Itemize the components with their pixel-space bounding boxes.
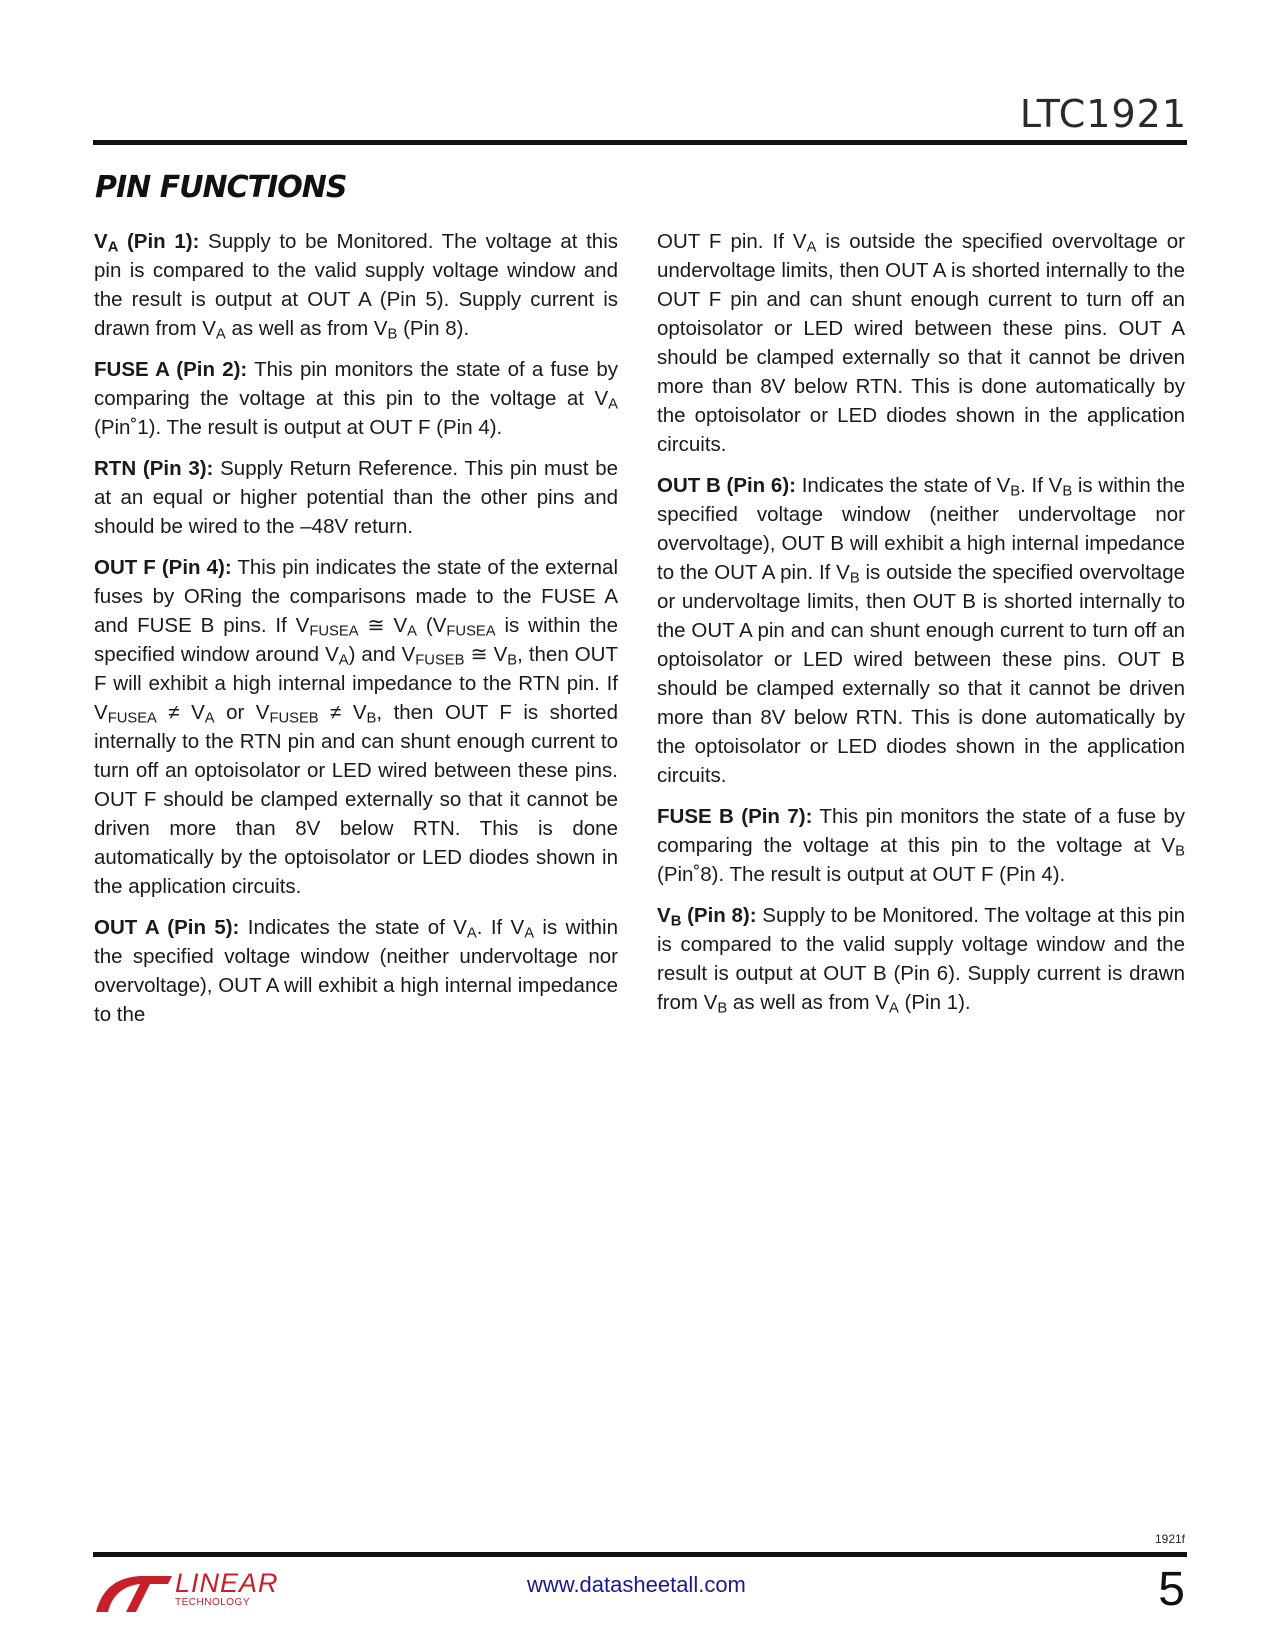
document-code: 1921f: [1154, 1532, 1185, 1546]
page-number: 5: [1158, 1563, 1185, 1616]
pin-fuse-a-description: FUSE A (Pin 2): This pin monitors the state of a fuse by comparing the voltage at this pin to the voltage at $V_A$ (Pin˚1). The result is output at OUT F (Pin 4).: [94, 358, 618, 439]
pin-va-description: $V_A$ (Pin 1): Supply to be Monitored. The voltage at this pin is compared to the valid supply voltage window and the result is output at OUT A (Pin 5). Supply current is drawn from $V_A$ as well as from $V_B$ (Pin 8).: [94, 230, 618, 343]
pin-fuse-b-description: FUSE B (Pin 7): This pin monitors the state of a fuse by comparing the voltage at this pin to the voltage at $V_B$ (Pin˚8). The result is output at OUT F (Pin 4).: [657, 805, 1186, 886]
pin-out-a-text-part: is within the specified voltage window (neither undervoltage nor overvoltage), OUT A will exhibit a high internal impedance to the: [94, 916, 618, 1026]
pin-out-b-description: OUT B (Pin 6): Indicates the state of $V_B$. If $V_B$ is within the specified voltage window (neither undervoltage nor overvoltage), OUT B will exhibit a high internal impedance to the OUT A pin. If $V_B$ is outside the specified overvoltage or undervoltage limits, then OUT B is shorted internally to the OUT A pin and can shunt enough current to turn off an optoisolator or LED wired between these pins. OUT B should be clamped externally so that it cannot be driven more than 8V below RTN. This is done automatically by the optoisolator or LED diodes shown in the application circuits.: [657, 474, 1186, 787]
pin-out-a-text-part: OUT F pin. If $V_A$ is outside the specified overvoltage or undervoltage limits, then OUT A is shorted internally to the OUT F pin and can shunt enough current to turn off an optoisolator or LED wired between these pins. OUT A should be clamped externally so that it cannot be driven more than 8V below RTN. This is done automatically by the optoisolator or LED diodes shown in the application circuits.: [657, 230, 1185, 456]
logo-wordmark: LINEAR: [175, 1568, 279, 1598]
left-column: [94, 227, 618, 1041]
pin-rtn-description: RTN (Pin 3): Supply Return Reference. This pin must be at an equal or higher potential than the other pins and should be wired to the –48V return.: [94, 457, 618, 538]
pin-rtn-term: RTN (Pin 3):: [94, 457, 214, 480]
pin-out-f-description: OUT F (Pin 4): This pin indicates the state of the external fuses by ORing the comparisons made to the FUSE A and FUSE B pins. If $V_{FUSEA}$ ≅ $V_A$ ($V_{FUSEA}$ is within the specified window around $V_A$) and $V_{FUSEB}$ ≅ $V_B$, then OUT F will exhibit a high internal impedance to the RTN pin. If $V_{FUSEA} \ne V_A$ or $V_{FUSEB} \ne V_B$, then OUT F is shorted internally to the RTN pin and can shunt enough current to turn off an optoisolator or LED wired between these pins. OUT F should be clamped externally so that it cannot be driven more than 8V below RTN. This is done automatically by the optoisolator or LED diodes shown in the application circuits.: [94, 556, 619, 898]
pin-out-a-continued: [657, 227, 1185, 459]
pin-vb-description: $V_B$ (Pin 8): Supply to be Monitored. The voltage at this pin is compared to the valid supply voltage window and the result is output at OUT B (Pin 6). Supply current is drawn from $V_B$ as well as from $V_A$ (Pin 1).: [657, 904, 1185, 1017]
right-column: [657, 227, 1185, 1029]
header-rule: [93, 140, 1187, 145]
footer-rule: [93, 1552, 1187, 1557]
pin-vb-term: $V_B$ (Pin 8):: [657, 904, 757, 930]
logo-subtext: TECHNOLOGY: [175, 1597, 251, 1608]
pin-out-b-term: OUT B (Pin 6):: [657, 474, 796, 497]
section-title: PIN FUNCTIONS: [95, 170, 347, 205]
pin-out-a-description: OUT A (Pin 5): Indicates the state of $V_A$. If $V_A$ is within the specified voltage window (neither undervoltage nor overvoltage), OUT A will exhibit a high internal impedance to the: [94, 916, 618, 1026]
pin-va-term: $V_A$ (Pin 1):: [94, 230, 200, 256]
pin-out-f-term: OUT F (Pin 4):: [94, 556, 232, 579]
pin-out-a-term: OUT A (Pin 5):: [94, 916, 240, 939]
part-number: LTC1921: [1019, 92, 1187, 136]
website-link[interactable]: www.datasheetall.com: [527, 1572, 746, 1597]
pin-fuse-b-term: FUSE B (Pin 7):: [657, 805, 813, 828]
pin-fuse-a-term: FUSE A (Pin 2):: [94, 358, 248, 381]
